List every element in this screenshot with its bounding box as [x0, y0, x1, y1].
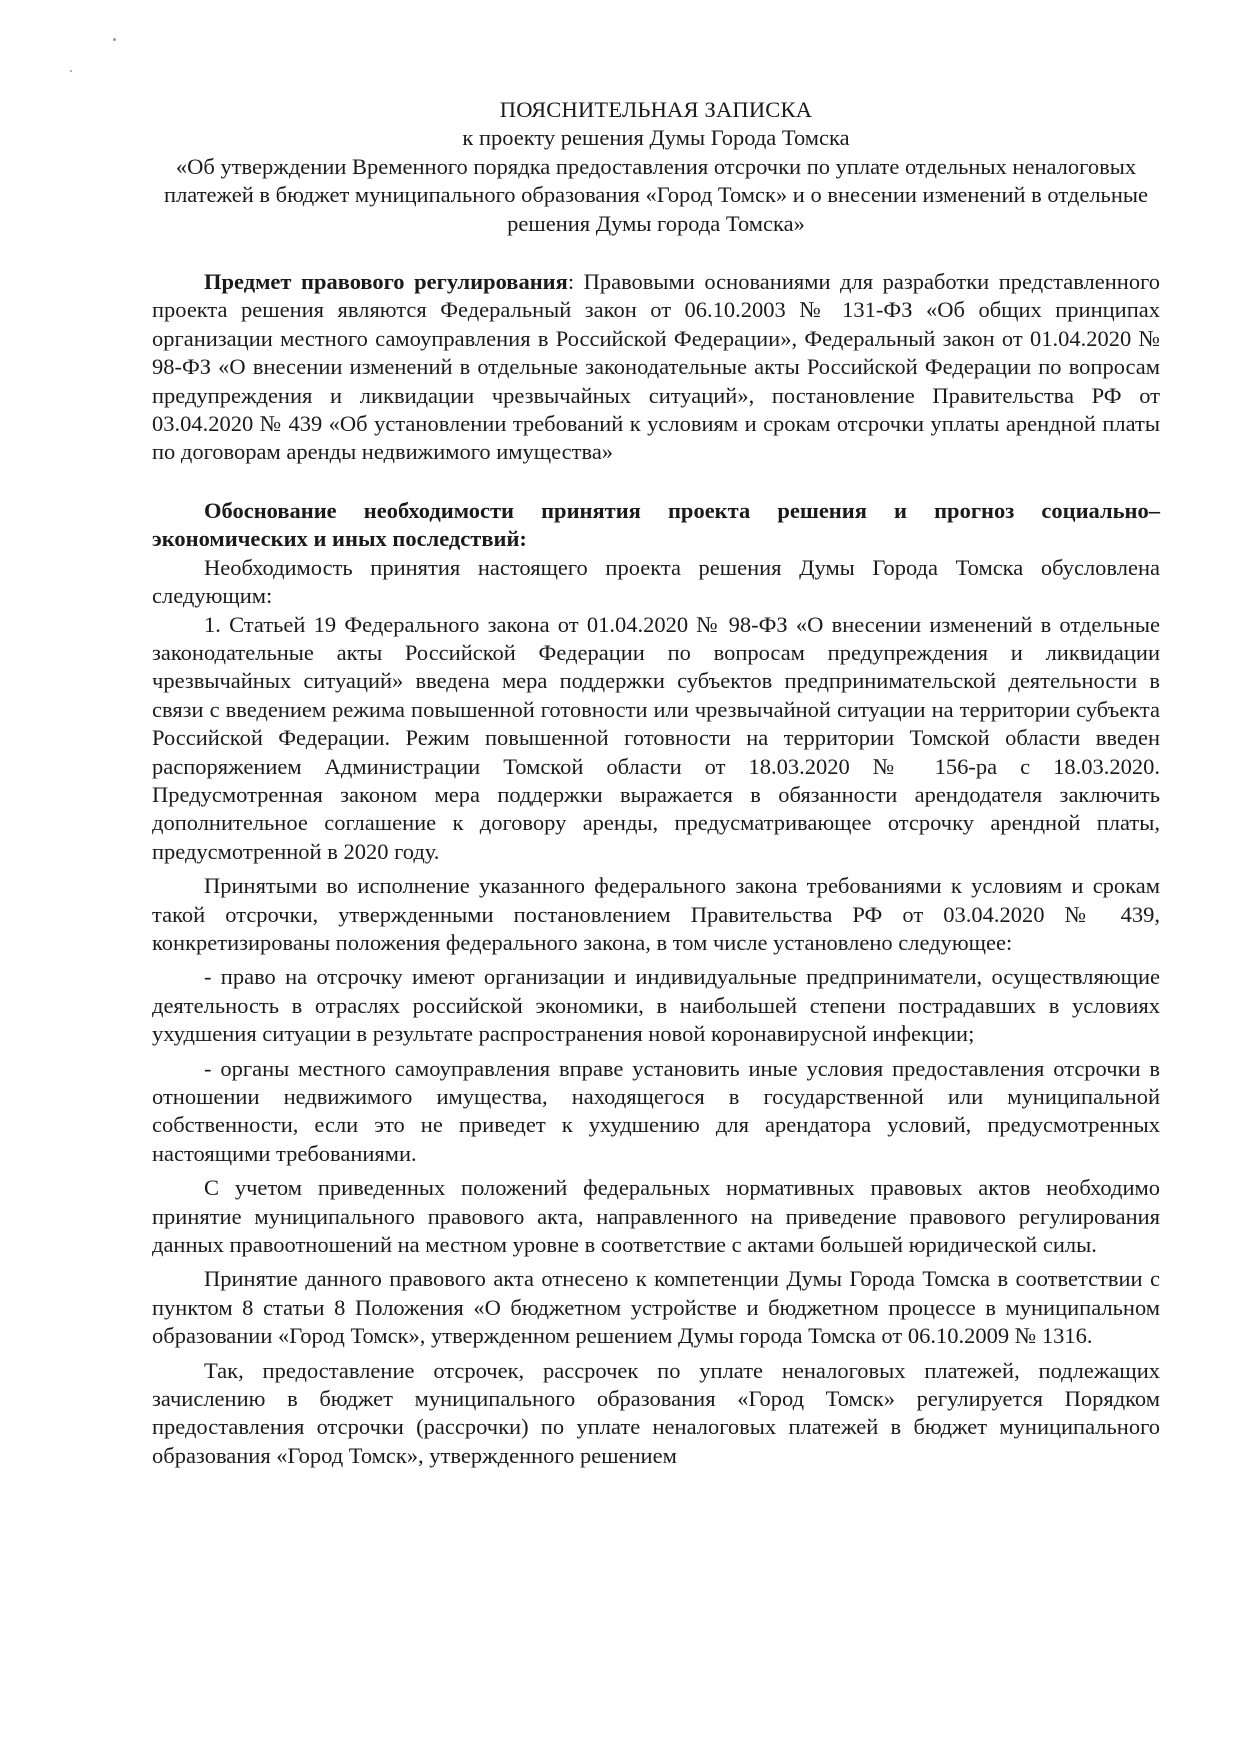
justification-heading-text: Обоснование необходимости принятия проекта решения и прогноз социально–экономических и иных последствий: — [152, 497, 1160, 552]
legal-basis-heading: Предмет правового регулирования — [204, 269, 568, 295]
document-title: ПОЯСНИТЕЛЬНАЯ ЗАПИСКА — [499, 97, 813, 122]
legal-basis-text: : Правовыми основаниями для разработки представленного проекта решения являются Федеральный закон от 06.10.2003 № 131-ФЗ «Об общих принципах организации местного самоуправления в Российской Федерации», Федеральный закон от 01.04.2020 № 98-ФЗ «О внесении изменений в отдельные законодательные акты Российской Федерации по вопросам предупреждения и ликвидации чрезвычайных ситуаций», постановление Правительства РФ от 03.04.2020 № 439 «Об установлении требований к условиям и срокам отсрочки уплаты арендной платы по договорам аренды недвижимого имущества» — [152, 269, 1161, 465]
body-paragraph-1: Необходимость принятия настоящего проекта решения Думы Города Томска обусловлена следующим: — [152, 554, 1160, 609]
body-paragraph-3: Принятыми во исполнение указанного федерального закона требованиями к условиям и срокам такой отсрочки, утвержденными постановлением Правительства РФ от 03.04.2020 № 439, конкретизированы положения федерального закона, в том числе установлено следующее: — [152, 873, 1160, 955]
body-paragraph-6: С учетом приведенных положений федеральных нормативных правовых актов необходимо принятие муниципального правового акта, направленного на приведение правового регулирования данных правоотношений на местном уровне в соответствие с актами большей юридической силы. — [152, 1175, 1160, 1258]
project-name: «Об утверждении Временного порядка предоставления отсрочки по уплате отдельных неналоговых платежей в бюджет муниципального образования «Город Томск» и о внесении изменений в отдельные решения Думы города Томска» — [164, 153, 1148, 236]
body-paragraph-7: Принятие данного правового акта отнесено к компетенции Думы Города Томска в соответствии с пунктом 8 статьи 8 Положения «О бюджетном устройстве и бюджетном процессе в муниципальном образовании «Город Томск», утвержденном решением Думы города Томска от 06.10.2009 № 1316. — [152, 1266, 1160, 1349]
justification-heading — [152, 497, 1160, 554]
body-paragraph-5: - органы местного самоуправления вправе установить иные условия предоставления отсрочки в отношении недвижимого имущества, находящегося в государственной или муниципальной собственности, если это не приведет к ухудшению для арендатора условий, предусмотренных настоящими требованиями. — [152, 1055, 1160, 1166]
legal-basis-paragraph — [152, 268, 1160, 467]
document-subtitle: к проекту решения Думы Города Томска — [462, 125, 850, 151]
body-paragraph-2: 1. Статьей 19 Федерального закона от 01.04.2020 № 98-ФЗ «О внесении изменений в отдельные законодательные акты Российской Федерации по вопросам предупреждения и ликвидации чрезвычайных ситуаций» введена мера поддержки субъектов предпринимательской деятельности в связи с введением режима повышенной готовности или чрезвычайной ситуации на территории субъекта Российской Федерации. Режим повышенной готовности на территории Томской области введен распоряжением Администрации Томской области от 18.03.2020 № 156-ра с 18.03.2020. Предусмотренная законом мера поддержки выражается в обязанности арендодателя заключить дополнительное соглашение к договору аренды, предусматривающее отсрочку арендной платы, предусмотренной в 2020 году. — [152, 611, 1160, 864]
scan-artifact-dot — [113, 38, 116, 41]
body-paragraph-8: Так, предоставление отсрочек, рассрочек по уплате неналоговых платежей, подлежащих зачислению в бюджет муниципального образования «Город Томск» регулируется Порядком предоставления отсрочки (рассрочки) по уплате неналоговых платежей в бюджет муниципального образования «Город Томск», утвержденного решением — [152, 1357, 1160, 1468]
document-page — [152, 96, 1160, 1470]
scan-artifact-dot — [70, 70, 72, 72]
body-paragraph-4: - право на отсрочку имеют организации и индивидуальные предприниматели, осуществляющие деятельность в отраслях российской экономики, в наибольшей степени пострадавших в условиях ухудшения ситуации в результате распространения новой коронавирусной инфекции; — [152, 964, 1160, 1047]
